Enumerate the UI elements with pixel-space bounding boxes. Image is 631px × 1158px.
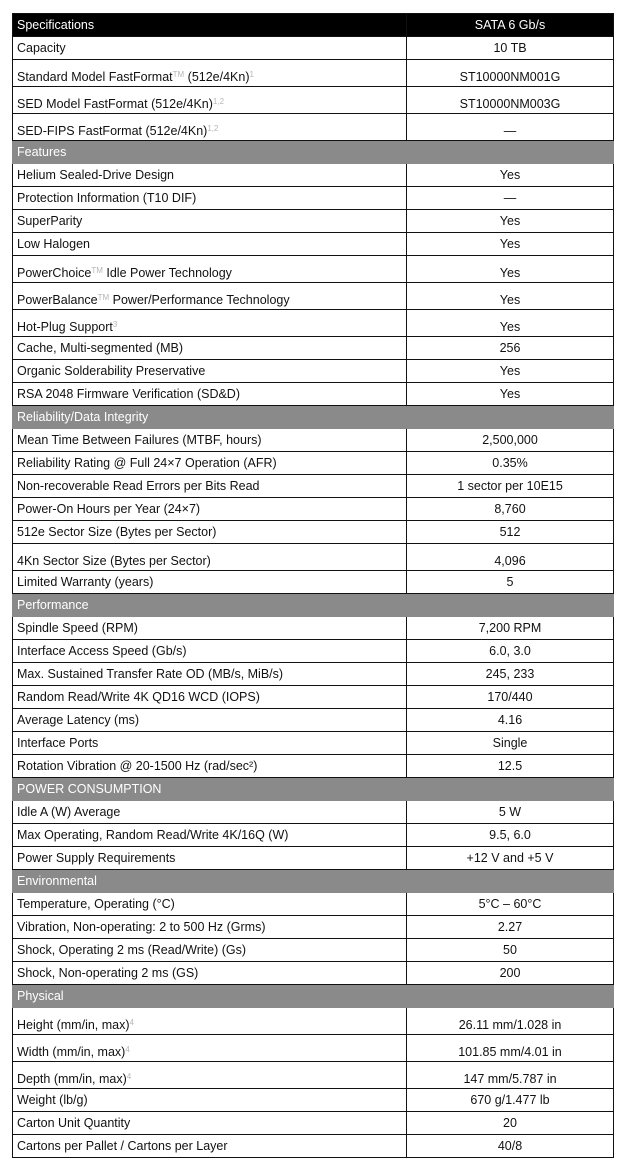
footnote-marker: 4: [125, 1045, 130, 1054]
section-title-fill: [407, 870, 614, 893]
spec-label-text: Random Read/Write 4K QD16 WCD (IOPS): [17, 690, 260, 704]
spec-label-text: 512e Sector Size (Bytes per Sector): [17, 525, 217, 539]
spec-value: 4,096: [407, 544, 614, 571]
spec-label: [13, 640, 407, 663]
spec-label-text: Cache, Multi-segmented (MB): [17, 341, 184, 355]
spec-value: 9.5, 6.0: [407, 824, 614, 847]
section-title: POWER CONSUMPTION: [13, 778, 407, 801]
spec-label: [13, 164, 407, 187]
spec-row: [13, 640, 614, 663]
spec-value: ST10000NM001G: [407, 60, 614, 87]
spec-row: [13, 475, 614, 498]
spec-label: [13, 617, 407, 640]
spec-row: [13, 37, 614, 60]
spec-row: [13, 732, 614, 755]
spec-value: 170/440: [407, 686, 614, 709]
spec-row: [13, 429, 614, 452]
spec-row: [13, 60, 614, 87]
spec-label: [13, 210, 407, 233]
spec-row: [13, 686, 614, 709]
spec-value: Yes: [407, 256, 614, 283]
spec-label-tail: Power/Performance Technology: [109, 293, 290, 307]
spec-value: 2.27: [407, 916, 614, 939]
spec-label-text: Weight (lb/g): [17, 1093, 88, 1107]
spec-label-text: SED-FIPS FastFormat (512e/4Kn): [17, 124, 208, 138]
spec-row: [13, 916, 614, 939]
spec-label-text: Helium Sealed-Drive Design: [17, 168, 175, 182]
spec-label-text: SuperParity: [17, 214, 83, 228]
spec-value: 5 W: [407, 801, 614, 824]
footnote-marker: 1,2: [207, 124, 219, 133]
spec-label-text: Spindle Speed (RPM): [17, 621, 138, 635]
spec-value: 7,200 RPM: [407, 617, 614, 640]
spec-label-text: Non-recoverable Read Errors per Bits Read: [17, 479, 260, 493]
footnote-marker: 1,2: [212, 97, 225, 106]
spec-row: [13, 498, 614, 521]
spec-label-text: Power-On Hours per Year (24×7): [17, 502, 201, 516]
spec-label: [13, 87, 407, 114]
spec-label-text: SED Model FastFormat (512e/4Kn): [17, 97, 213, 111]
spec-row: [13, 87, 614, 114]
spec-row: [13, 1112, 614, 1135]
spec-label-text: PowerBalance: [17, 293, 98, 307]
spec-label: [13, 916, 407, 939]
header-interface: SATA 6 Gb/s: [407, 14, 614, 37]
spec-label-text: Cartons per Pallet / Cartons per Layer: [17, 1139, 228, 1153]
footnote-marker: 4: [126, 1072, 132, 1081]
spec-label: [13, 1035, 407, 1062]
spec-value: 2,500,000: [407, 429, 614, 452]
spec-label-text: Average Latency (ms): [17, 713, 140, 727]
spec-label: [13, 1062, 407, 1089]
table-header-row: [13, 14, 614, 37]
spec-row: [13, 360, 614, 383]
spec-label-tail: Idle Power Technology: [102, 266, 232, 280]
spec-label: [13, 337, 407, 360]
spec-value: 4.16: [407, 709, 614, 732]
section-header-row: [13, 141, 614, 164]
section-title: Reliability/Data Integrity: [13, 406, 407, 429]
spec-label-text: Vibration, Non-operating: 2 to 500 Hz (Grms): [17, 920, 266, 934]
spec-value: 40/8: [407, 1135, 614, 1158]
spec-value: —: [407, 187, 614, 210]
spec-value: 20: [407, 1112, 614, 1135]
spec-label: [13, 962, 407, 985]
trademark-mark: TM: [91, 266, 103, 275]
spec-row: [13, 755, 614, 778]
spec-value: Yes: [407, 283, 614, 310]
spec-row: [13, 337, 614, 360]
spec-row: [13, 571, 614, 594]
spec-label: [13, 114, 407, 141]
spec-label-text: Temperature, Operating (°C): [17, 897, 175, 911]
section-title: Physical: [13, 985, 407, 1008]
spec-row: [13, 310, 614, 337]
spec-label-text: Capacity: [17, 41, 66, 55]
spec-row: [13, 114, 614, 141]
spec-value: —: [407, 114, 614, 141]
spec-label-text: Reliability Rating @ Full 24×7 Operation (AFR): [17, 456, 277, 470]
spec-label-text: Low Halogen: [17, 237, 90, 251]
section-header-row: [13, 406, 614, 429]
footnote-marker: 1: [249, 70, 254, 79]
spec-label: [13, 256, 407, 283]
spec-value: 512: [407, 521, 614, 544]
spec-label-text: PowerChoice: [17, 266, 92, 280]
spec-label-text: Interface Ports: [17, 736, 99, 750]
spec-label: [13, 732, 407, 755]
spec-row: [13, 617, 614, 640]
spec-value: 1 sector per 10E15: [407, 475, 614, 498]
spec-row: [13, 939, 614, 962]
spec-value: 5: [407, 571, 614, 594]
spec-row: [13, 383, 614, 406]
spec-value: 10 TB: [407, 37, 614, 60]
spec-value: Yes: [407, 164, 614, 187]
spec-label: [13, 686, 407, 709]
spec-row: [13, 164, 614, 187]
spec-row: [13, 893, 614, 916]
section-title-fill: [407, 141, 614, 164]
section-header-row: [13, 594, 614, 617]
spec-label-text: Protection Information (T10 DIF): [17, 191, 197, 205]
spec-value: Yes: [407, 210, 614, 233]
spec-label-text: Rotation Vibration @ 20-1500 Hz (rad/sec²): [17, 759, 258, 773]
spec-value: Yes: [407, 360, 614, 383]
section-title: Environmental: [13, 870, 407, 893]
trademark-mark: TM: [97, 293, 110, 302]
spec-row: [13, 962, 614, 985]
spec-value: Single: [407, 732, 614, 755]
section-header-row: [13, 985, 614, 1008]
spec-label: [13, 893, 407, 916]
spec-label-text: Mean Time Between Failures (MTBF, hours): [17, 433, 262, 447]
spec-value: +12 V and +5 V: [407, 847, 614, 870]
spec-value: 670 g/1.477 lb: [407, 1089, 614, 1112]
spec-label: [13, 37, 407, 60]
spec-label-text: Shock, Non-operating 2 ms (GS): [17, 966, 199, 980]
spec-label-text: Carton Unit Quantity: [17, 1116, 131, 1130]
spec-row: [13, 1062, 614, 1089]
spec-value: 26.11 mm/1.028 in: [407, 1008, 614, 1035]
spec-label: [13, 283, 407, 310]
spec-label: [13, 824, 407, 847]
spec-label-text: Idle A (W) Average: [17, 805, 121, 819]
spec-label: [13, 847, 407, 870]
spec-value: Yes: [407, 310, 614, 337]
spec-row: [13, 1089, 614, 1112]
specifications-table: [12, 13, 614, 1158]
spec-value: Yes: [407, 383, 614, 406]
spec-label-text: 4Kn Sector Size (Bytes per Sector): [17, 554, 211, 568]
spec-row: [13, 1135, 614, 1158]
spec-row: [13, 847, 614, 870]
spec-label: [13, 498, 407, 521]
spec-label-text: Shock, Operating 2 ms (Read/Write) (Gs): [17, 943, 247, 957]
spec-label-text: Max. Sustained Transfer Rate OD (MB/s, MiB/s): [17, 667, 284, 681]
trademark-mark: TM: [172, 70, 185, 79]
section-header-row: [13, 870, 614, 893]
spec-value: 6.0, 3.0: [407, 640, 614, 663]
spec-label: [13, 383, 407, 406]
spec-row: [13, 801, 614, 824]
spec-label: [13, 1089, 407, 1112]
specifications-table-body: [13, 14, 614, 1158]
spec-label-text: Width (mm/in, max): [17, 1045, 126, 1059]
spec-value: 245, 233: [407, 663, 614, 686]
spec-label: [13, 60, 407, 87]
spec-value: Yes: [407, 233, 614, 256]
spec-label: [13, 360, 407, 383]
section-title: Performance: [13, 594, 407, 617]
spec-label: [13, 310, 407, 337]
spec-row: [13, 210, 614, 233]
spec-row: [13, 283, 614, 310]
spec-label-text: Standard Model FastFormat: [17, 70, 173, 84]
spec-label: [13, 801, 407, 824]
spec-label-text: Organic Solderability Preservative: [17, 364, 206, 378]
spec-label-text: Height (mm/in, max): [17, 1018, 130, 1032]
spec-label: [13, 1135, 407, 1158]
spec-value: 50: [407, 939, 614, 962]
spec-label: [13, 452, 407, 475]
spec-label: [13, 233, 407, 256]
spec-label-text: RSA 2048 Firmware Verification (SD&D): [17, 387, 240, 401]
section-title-fill: [407, 985, 614, 1008]
section-title-fill: [407, 594, 614, 617]
spec-label-text: Hot-Plug Support: [17, 320, 113, 334]
spec-label: [13, 429, 407, 452]
section-title: Features: [13, 141, 407, 164]
spec-label-tail: (512e/4Kn): [184, 70, 250, 84]
spec-label-text: Depth (mm/in, max): [17, 1072, 127, 1086]
spec-label: [13, 187, 407, 210]
spec-value: 0.35%: [407, 452, 614, 475]
spec-label-text: Max Operating, Random Read/Write 4K/16Q (W): [17, 828, 289, 842]
spec-row: [13, 663, 614, 686]
spec-label-text: Interface Access Speed (Gb/s): [17, 644, 187, 658]
spec-label-text: Power Supply Requirements: [17, 851, 176, 865]
spec-value: 256: [407, 337, 614, 360]
spec-label: [13, 521, 407, 544]
spec-label: [13, 1112, 407, 1135]
spec-label: [13, 755, 407, 778]
section-title-fill: [407, 406, 614, 429]
spec-row: [13, 256, 614, 283]
section-title-fill: [407, 778, 614, 801]
spec-label: [13, 663, 407, 686]
spec-label: [13, 571, 407, 594]
spec-label: [13, 475, 407, 498]
spec-row: [13, 1035, 614, 1062]
spec-value: 8,760: [407, 498, 614, 521]
spec-value: 5°C – 60°C: [407, 893, 614, 916]
footnote-marker: 4: [129, 1018, 134, 1027]
spec-row: [13, 544, 614, 571]
spec-label: [13, 1008, 407, 1035]
spec-row: [13, 521, 614, 544]
spec-value: 12.5: [407, 755, 614, 778]
spec-row: [13, 1008, 614, 1035]
section-header-row: [13, 778, 614, 801]
header-label: Specifications: [13, 14, 407, 37]
spec-value: 147 mm/5.787 in: [407, 1062, 614, 1089]
spec-label-text: Limited Warranty (years): [17, 575, 154, 589]
spec-label: [13, 544, 407, 571]
spec-value: 101.85 mm/4.01 in: [407, 1035, 614, 1062]
spec-row: [13, 452, 614, 475]
spec-row: [13, 233, 614, 256]
footnote-marker: 3: [112, 320, 118, 329]
spec-row: [13, 824, 614, 847]
spec-label: [13, 939, 407, 962]
spec-row: [13, 187, 614, 210]
spec-value: 200: [407, 962, 614, 985]
spec-value: ST10000NM003G: [407, 87, 614, 114]
spec-row: [13, 709, 614, 732]
spec-label: [13, 709, 407, 732]
